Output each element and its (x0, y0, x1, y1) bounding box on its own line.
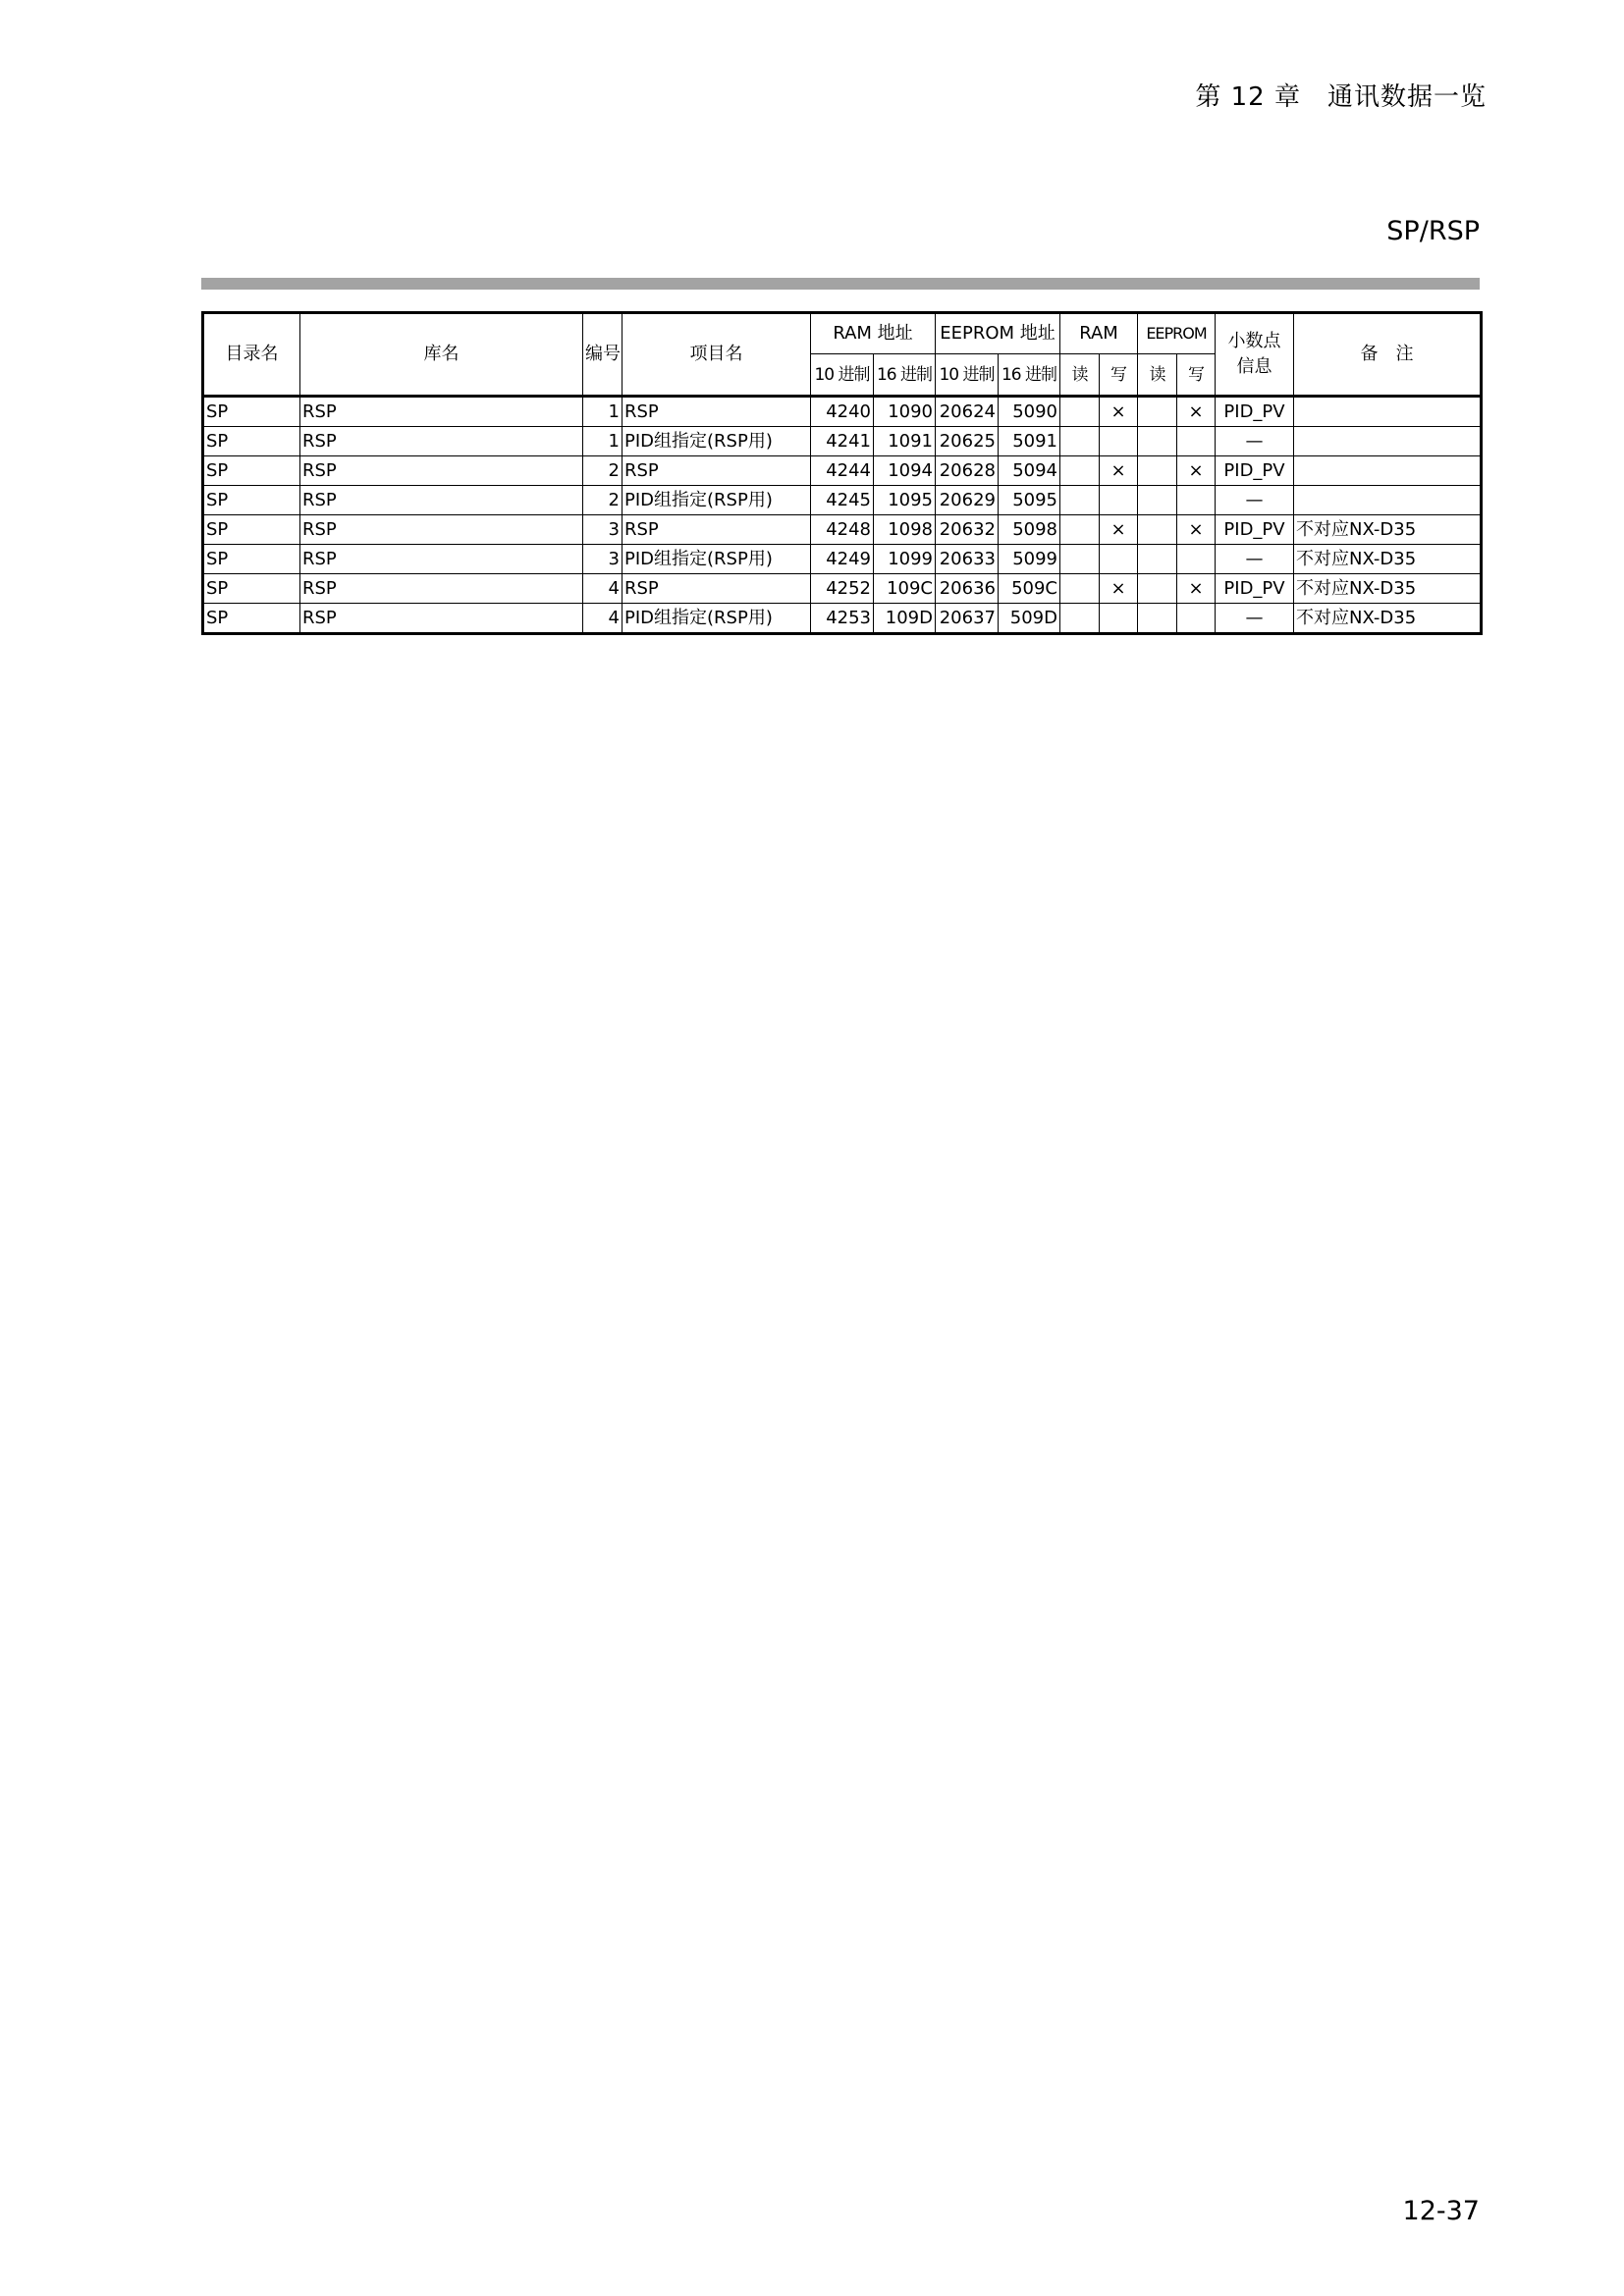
cell-ram-read (1060, 545, 1100, 574)
cell-catalog: SP (203, 574, 300, 604)
cell-ram-dec: 4245 (811, 486, 874, 515)
cell-library: RSP (300, 515, 583, 545)
cell-ee-write: × (1177, 515, 1216, 545)
cell-catalog: SP (203, 515, 300, 545)
cell-ee-write: × (1177, 456, 1216, 486)
cell-ram-dec: 4253 (811, 604, 874, 634)
cell-ram-write: × (1100, 456, 1138, 486)
cell-ram-read (1060, 574, 1100, 604)
header-ram: RAM (1060, 313, 1138, 354)
cell-library: RSP (300, 397, 583, 427)
cell-decimal-info: — (1216, 604, 1294, 634)
cell-item: RSP (623, 574, 811, 604)
cell-remarks (1294, 397, 1482, 427)
cell-ee-write: × (1177, 574, 1216, 604)
header-ee-dec: 10 进制 (936, 354, 999, 397)
cell-library: RSP (300, 427, 583, 456)
cell-ram-read (1060, 427, 1100, 456)
cell-ram-hex: 1094 (874, 456, 936, 486)
header-ram-read: 读 (1060, 354, 1100, 397)
cell-ee-read (1138, 545, 1177, 574)
cell-ee-read (1138, 456, 1177, 486)
cell-remarks: 不对应NX-D35 (1294, 574, 1482, 604)
header-ram-write: 写 (1100, 354, 1138, 397)
page-number: 12-37 (1402, 2196, 1480, 2226)
cell-ram-write: × (1100, 574, 1138, 604)
cell-ee-hex: 509C (999, 574, 1060, 604)
cell-library: RSP (300, 604, 583, 634)
table-body (203, 397, 1482, 634)
cell-library: RSP (300, 456, 583, 486)
cell-remarks (1294, 427, 1482, 456)
cell-ee-dec: 20633 (936, 545, 999, 574)
cell-ee-write: × (1177, 397, 1216, 427)
cell-decimal-info: — (1216, 427, 1294, 456)
cell-item: RSP (623, 397, 811, 427)
cell-ee-read (1138, 427, 1177, 456)
header-ee-hex: 16 进制 (999, 354, 1060, 397)
cell-ee-write (1177, 427, 1216, 456)
cell-number: 3 (583, 545, 623, 574)
header-number: 编号 (583, 313, 623, 397)
cell-catalog: SP (203, 486, 300, 515)
cell-ee-hex: 5091 (999, 427, 1060, 456)
cell-remarks (1294, 456, 1482, 486)
cell-number: 3 (583, 515, 623, 545)
cell-number: 2 (583, 486, 623, 515)
header-library: 库名 (300, 313, 583, 397)
cell-number: 4 (583, 574, 623, 604)
cell-ee-read (1138, 604, 1177, 634)
cell-ram-read (1060, 486, 1100, 515)
cell-catalog: SP (203, 604, 300, 634)
table-row (203, 604, 1482, 634)
cell-remarks: 不对应NX-D35 (1294, 515, 1482, 545)
cell-catalog: SP (203, 397, 300, 427)
cell-ee-write (1177, 604, 1216, 634)
cell-ram-dec: 4252 (811, 574, 874, 604)
cell-number: 4 (583, 604, 623, 634)
header-catalog: 目录名 (203, 313, 300, 397)
section-title: SP/RSP (1386, 216, 1480, 246)
header-eeprom-address: EEPROM 地址 (936, 313, 1060, 354)
header-ram-dec: 10 进制 (811, 354, 874, 397)
cell-ee-hex: 5095 (999, 486, 1060, 515)
cell-ee-hex: 5099 (999, 545, 1060, 574)
cell-ram-write (1100, 604, 1138, 634)
chapter-header: 第 12 章 通讯数据一览 (1195, 82, 1487, 112)
cell-ee-dec: 20625 (936, 427, 999, 456)
cell-item: RSP (623, 515, 811, 545)
cell-decimal-info: PID_PV (1216, 515, 1294, 545)
cell-ram-write (1100, 427, 1138, 456)
cell-ram-hex: 1091 (874, 427, 936, 456)
communication-data-table (201, 311, 1483, 635)
table-row (203, 427, 1482, 456)
cell-ram-write: × (1100, 515, 1138, 545)
cell-decimal-info: PID_PV (1216, 574, 1294, 604)
header-ee-write: 写 (1177, 354, 1216, 397)
header-ram-hex: 16 进制 (874, 354, 936, 397)
table-row (203, 456, 1482, 486)
cell-ee-write (1177, 545, 1216, 574)
cell-ee-write (1177, 486, 1216, 515)
cell-ee-dec: 20628 (936, 456, 999, 486)
cell-ee-hex: 509D (999, 604, 1060, 634)
cell-remarks (1294, 486, 1482, 515)
header-item: 项目名 (623, 313, 811, 397)
cell-remarks: 不对应NX-D35 (1294, 545, 1482, 574)
cell-decimal-info: PID_PV (1216, 456, 1294, 486)
table-row (203, 486, 1482, 515)
cell-catalog: SP (203, 456, 300, 486)
cell-ram-hex: 1090 (874, 397, 936, 427)
cell-ram-hex: 1098 (874, 515, 936, 545)
cell-ram-dec: 4244 (811, 456, 874, 486)
cell-item: PID组指定(RSP用) (623, 545, 811, 574)
cell-ram-hex: 109C (874, 574, 936, 604)
cell-ram-read (1060, 604, 1100, 634)
cell-ee-hex: 5094 (999, 456, 1060, 486)
cell-decimal-info: — (1216, 545, 1294, 574)
cell-remarks: 不对应NX-D35 (1294, 604, 1482, 634)
table-row (203, 574, 1482, 604)
cell-ee-hex: 5090 (999, 397, 1060, 427)
cell-item: PID组指定(RSP用) (623, 427, 811, 456)
cell-ram-write (1100, 545, 1138, 574)
cell-ram-hex: 109D (874, 604, 936, 634)
section-divider (201, 278, 1480, 290)
header-ram-address: RAM 地址 (811, 313, 936, 354)
header-ee-read: 读 (1138, 354, 1177, 397)
cell-ram-dec: 4249 (811, 545, 874, 574)
cell-decimal-info: PID_PV (1216, 397, 1294, 427)
cell-ram-dec: 4241 (811, 427, 874, 456)
cell-ram-write (1100, 486, 1138, 515)
cell-ram-hex: 1095 (874, 486, 936, 515)
table-row (203, 515, 1482, 545)
cell-decimal-info: — (1216, 486, 1294, 515)
cell-ee-dec: 20636 (936, 574, 999, 604)
cell-catalog: SP (203, 545, 300, 574)
table-row (203, 545, 1482, 574)
cell-item: RSP (623, 456, 811, 486)
cell-ram-write: × (1100, 397, 1138, 427)
cell-item: PID组指定(RSP用) (623, 604, 811, 634)
cell-ee-read (1138, 515, 1177, 545)
cell-ram-dec: 4240 (811, 397, 874, 427)
cell-library: RSP (300, 545, 583, 574)
cell-number: 1 (583, 427, 623, 456)
cell-ee-dec: 20637 (936, 604, 999, 634)
cell-ram-hex: 1099 (874, 545, 936, 574)
cell-item: PID组指定(RSP用) (623, 486, 811, 515)
cell-ee-dec: 20629 (936, 486, 999, 515)
cell-ee-dec: 20624 (936, 397, 999, 427)
cell-ram-read (1060, 515, 1100, 545)
header-remarks: 备 注 (1294, 313, 1482, 397)
cell-number: 1 (583, 397, 623, 427)
cell-ee-read (1138, 486, 1177, 515)
cell-catalog: SP (203, 427, 300, 456)
table-row (203, 397, 1482, 427)
header-eeprom: EEPROM (1138, 313, 1216, 354)
cell-ee-read (1138, 397, 1177, 427)
cell-ee-hex: 5098 (999, 515, 1060, 545)
cell-ee-read (1138, 574, 1177, 604)
cell-ram-read (1060, 456, 1100, 486)
cell-library: RSP (300, 486, 583, 515)
cell-library: RSP (300, 574, 583, 604)
header-decimal-info: 小数点 信息 (1216, 313, 1294, 397)
cell-ram-dec: 4248 (811, 515, 874, 545)
cell-number: 2 (583, 456, 623, 486)
cell-ram-read (1060, 397, 1100, 427)
cell-ee-dec: 20632 (936, 515, 999, 545)
